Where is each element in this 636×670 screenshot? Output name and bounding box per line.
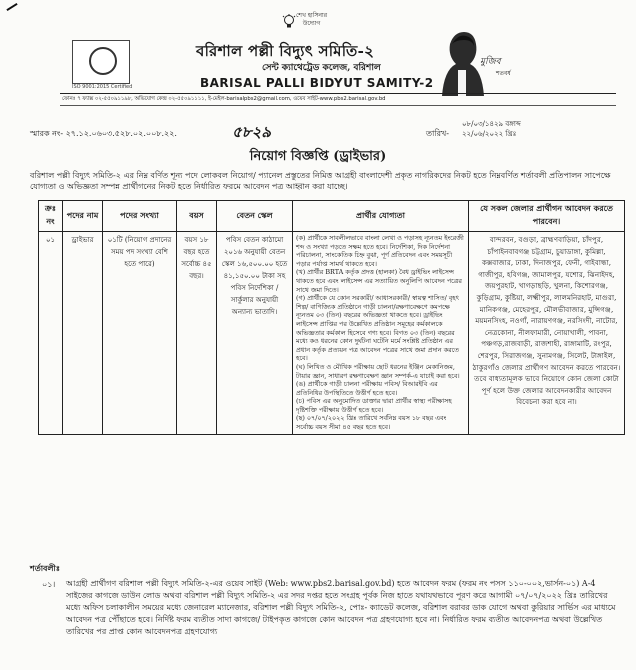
- cell-pay: পবিস বেতন কাঠামো ২০১৬ অনুযায়ী বেতন স্কেল ১৬,৫০০.০০ হতে ৪১,১৫০.০০ টাকা সহ পবিস নির্দেশিকা /সার্কুলার অনুযায়ী অন্যান্য ভাতাদি।: [217, 232, 293, 435]
- date-gregorian: ২২/০৬/২০২২ খ্রিঃ: [462, 130, 517, 138]
- pen-mark: [6, 3, 17, 11]
- mujib-logo-text: মুজিব: [480, 57, 501, 67]
- bulb-icon: [282, 14, 296, 30]
- org-name-bn: বরিশাল পল্লী বিদ্যুৎ সমিতি-২: [196, 42, 375, 60]
- mujib-logo-subtext: শতবর্ষ: [496, 70, 511, 77]
- cell-count: ০১টি (নিয়োগ প্রদানের সময় পদ সংখ্যা বেশি হতে পারে): [103, 232, 177, 435]
- date-bengali: ০৮/০৩/১৪২৯ বঙ্গাব্দ: [462, 120, 521, 128]
- cell-post: ড্রাইভার: [63, 232, 103, 435]
- cell-districts: বান্দরবন, বগুড়া, ব্রাহ্মণবাড়িয়া, চাঁদপুর, চাঁপাইনবাবগঞ্জ চট্টগ্রাম, চুয়াডাঙ্গা, কুমিল্লা, কক্সবাজার, ঢাকা, দিনাজপুর, ফেনী, গাইবান্ধা, গাজীপুর, হবিগঞ্জ, জামালপুর, যশোর, ঝিনাইদহ, জয়পুরহাট, খাগড়াছড়ি, খুলনা, কিশোরগঞ্জ, কুড়িগ্রাম, কুষ্টিয়া, লক্ষ্মীপুর, লালমনিরহাট, মাগুরা, মানিকগঞ্জ, মেহেরপুর, মৌলভীবাজার, মুন্সিগঞ্জ, ময়মনসিংহ, নওগাঁ, নারায়ণগঞ্জ, নরসিংদী, নাটোর, নেত্রকোনা, নীলফামারী, নোয়াখালী, পাবনা, পঞ্চগড়,রাজবাড়ী, রাজশাহী, রাঙ্গামাটি, রংপুর, শেরপুর, সিরাজগঞ্জ, সুনামগঞ্জ, সিলেট, টাঙ্গাইল, ঠাকুরগাঁও জেলার প্রার্থীগণ আবেদন করতে পারবেন। তবে বাধ্যতামূলক ভাবে নিয়োগে কোন জেলা কোটা পূর্ণ হলে উক্ত জেলার আবেদনকারীর আবেদন বিবেচনা করা হবে না।: [469, 232, 625, 435]
- qualification-item: (ছ) ০৭/০৭/২০২২ খ্রিঃ তারিখে সর্বনিম্ন বয়স ১৮ বছর এবং সর্বোচ্চ বয়স সীমা ৪৫ বছর হতে হবে।: [296, 414, 447, 432]
- col-header-post: পদের নাম: [63, 201, 103, 232]
- intro-paragraph: বরিশাল পল্লী বিদ্যুৎ সমিতি-২ এর নিম্ন বর্ণিত শূন্য পদে লোকবল নিয়োগ/ প্যানেল প্রস্তুতের নিমিত্ত আগ্রহী বাংলাদেশী প্রকৃত নাগরিকদের নিকট হতে নিম্নবর্ণিত শর্তাবলী প্রতিপালন সাপেক্ষে যোগ্যতা ও অভিজ্ঞতা সম্পন্ন প্রার্থীগনের নিকট হতে নির্ধারিত ফরমে আবেদন পত্র আহ্বান করা যাচ্ছে।: [30, 171, 611, 191]
- date-label: তারিখ-: [426, 129, 449, 138]
- slogan-line-1: শেখ হাসিনার: [296, 12, 328, 19]
- qualification-item: (খ) প্রার্থীর BRTA কর্তৃক প্রদত্ত (হালকা) বৈধ ড্রাইভিং লাইসেন্স থাকতে হবে এবং লাইসেন্স এর সত্যায়িত অনুলিপি আবেদন পত্রের সাথে জমা দিতে।: [296, 268, 462, 294]
- qualification-item: (গ) প্রার্থীকে যে কোন সরকারী/ আধাসরকারী/ স্বায়ত্ব শাসিত/ বৃহৎ শিল্প/ বাণিজ্যিক প্রতিষ্ঠানে গাড়ী চালনা/রক্ষণাবেক্ষণে কমপক্ষে ন্যূনতম ০৩ (তিন) বছরের অভিজ্ঞতা থাকতে হবে। ড্রাইভিং লাইসেন্স প্রাপ্তির পর উল্লেখিত প্রতিষ্ঠান সমূহের কর্মকালকে অভিজ্ঞতার কর্মকাল হিসেবে গণ্য হবে। বিগত ০৩ (তিন) বছরের মধ্যে কও ধরনের কোন দুর্ঘটনা ঘটেনি মর্মে সংশ্লিষ্ট প্রতিষ্ঠান এর প্রধান কর্তৃক প্রত্যয়ন পত্র আবেদন পত্রের সাথে জমা প্রদান করতে হবে।: [296, 294, 460, 363]
- slogan: [296, 12, 327, 28]
- col-header-districts: যে সকল জেলার প্রার্থীগন আবেদন করতে পারবেন।: [469, 201, 625, 232]
- memo-reference: স্মারক নং- ২৭.১২.০৬০৩.৫২৮.০২.০০৮.২২.: [30, 129, 177, 138]
- header-divider: [60, 93, 616, 94]
- iso-caption: ISO 9001:2015 Certified: [72, 84, 133, 90]
- condition-text: আগ্রহী প্রার্থীগণ বরিশাল পল্লী বিদ্যুৎ সমিতি-২-এর ওয়েব সাইট (Web: www.pbs2.barisal.gov.bd) হতে আবেদন ফরম (ফরম নং পসস ১১০-০০২,ভার্সন-০১) A-4 সাইজের কাগজে ডাউন লোড অথবা বরিশাল পল্লী বিদ্যুৎ সমিতি-২ এর সদর দপ্তর হতে সংগ্রহ পূর্বক নিজ হাতে যথাযথভাবে পূরণ করে আগামী ০৭/০৭/২০২২ খ্রিঃ তারিখের মধ্যে অফিস চলাকালীন সময়ের মধ্যে জেনারেল ম্যানেজার, বরিশাল পল্লী বিদ্যুৎ সমিতি-২, পোঃ- ক্যাডেট কলেজ, বরিশাল বরাবর ডাক যোগে অথবা কুরিয়ার সার্ভিস এর মাধ্যমে আবেদন পত্র পৌঁছাতে হবে। নির্দিষ্ট ফরম ব্যতীত সাদা কাগজে/ টাইপকৃত কাগজে কোন আবেদন পত্র গ্রহণযোগ্য হবে না। নির্ধারিত ফরম ব্যতীত আবেদনপত্র অথবা উল্লেখিত তারিখের পর প্রাপ্ত কোন আবেদনপত্র গ্রহণযোগ্য: [66, 579, 616, 636]
- contact-divider: [60, 105, 616, 106]
- condition-number: ০১।: [42, 580, 56, 589]
- page-title: নিয়োগ বিজ্ঞপ্তি (ড্রাইভার): [249, 149, 387, 164]
- vacancy-table: [38, 200, 625, 435]
- qualification-item: (ঙ) প্রার্থীকে গাড়ী চালনা পরীক্ষায় পবিস/ বিআরইবি এর প্রতিনিধির উপস্থিতিতে উত্তীর্ণ হতে হবে।: [296, 380, 438, 397]
- pbs-logo: [72, 40, 130, 84]
- qualification-item: (ঘ) লিখিত ও মৌখিক পরীক্ষায় ছোট ধরনের ইঞ্জিন মেকানিজম, টায়ার জ্ঞান, সাধারণ রক্ষণাবেক্ষণ জ্ঞান সম্পর্ক-এ যাচাই করা হবে।: [296, 362, 460, 380]
- slogan-line-2: উদ্যোগ: [302, 20, 321, 27]
- conditions-heading: শর্তাবলীঃ: [30, 563, 61, 573]
- col-header-age: বয়স: [177, 201, 217, 232]
- memo-number: ৫৮২৯: [232, 123, 271, 141]
- col-header-sl: ক্রঃ নং: [39, 201, 63, 232]
- cell-sl: ০১: [39, 232, 63, 435]
- org-name-en: BARISAL PALLI BIDYUT SAMITY-2: [200, 76, 434, 90]
- table-row: [39, 232, 625, 435]
- cell-age: বয়স ১৮ বছর হতে সর্বোচ্চ ৪৫ বছর।: [177, 232, 217, 435]
- col-header-count: পদের সংখ্যা: [103, 201, 177, 232]
- org-address-bn: সেন্ট ক্যাথেট্রেড কলেজ, বরিশাল: [262, 63, 381, 73]
- qualification-item: (চ) পবিস এর অনুমোদিত ডাক্তার দ্বারা প্রার্থীর স্বাস্থ্য পরীক্ষাসহ দৃষ্টিশক্তি পরীক্ষায় উত্তীর্ণ হতে হবে।: [296, 397, 452, 414]
- table-header-row: [39, 201, 625, 232]
- qualification-item: (ক) প্রার্থীকে সাবলীলভাবে বাংলা লেখা ও পড়াসহ ন্যূনতম ইংরেজী শব্দ ও সংখ্যা পড়তে সক্ষম হতে হবে। নির্দেশিকা, দিক নির্দেশনা পরিচালনা, সাংকেতিক চিহ্ন বুঝা, পূর্ণ প্রতিবেদন এবং সময়সূচী পড়ার পর্যাপ্ত সামর্থ থাকতে হবে।: [296, 234, 464, 268]
- cell-qualification: [293, 232, 469, 435]
- col-header-pay: বেতন স্কেল: [217, 201, 293, 232]
- col-header-qualification: প্রার্থীর যোগ্যতা: [293, 201, 469, 232]
- contact-line: ফোনঃ ৭ ফ্যাক্স ০২-৫৫০৯১১৯৮, অভিযোগ কেন্দ্র ০২-৫৫০৯১১১১, ই-মেইল-barisalpbs2@gmail.com, ওয়েব সাইট-www.pbs2.barisal.gov.bd: [62, 96, 386, 102]
